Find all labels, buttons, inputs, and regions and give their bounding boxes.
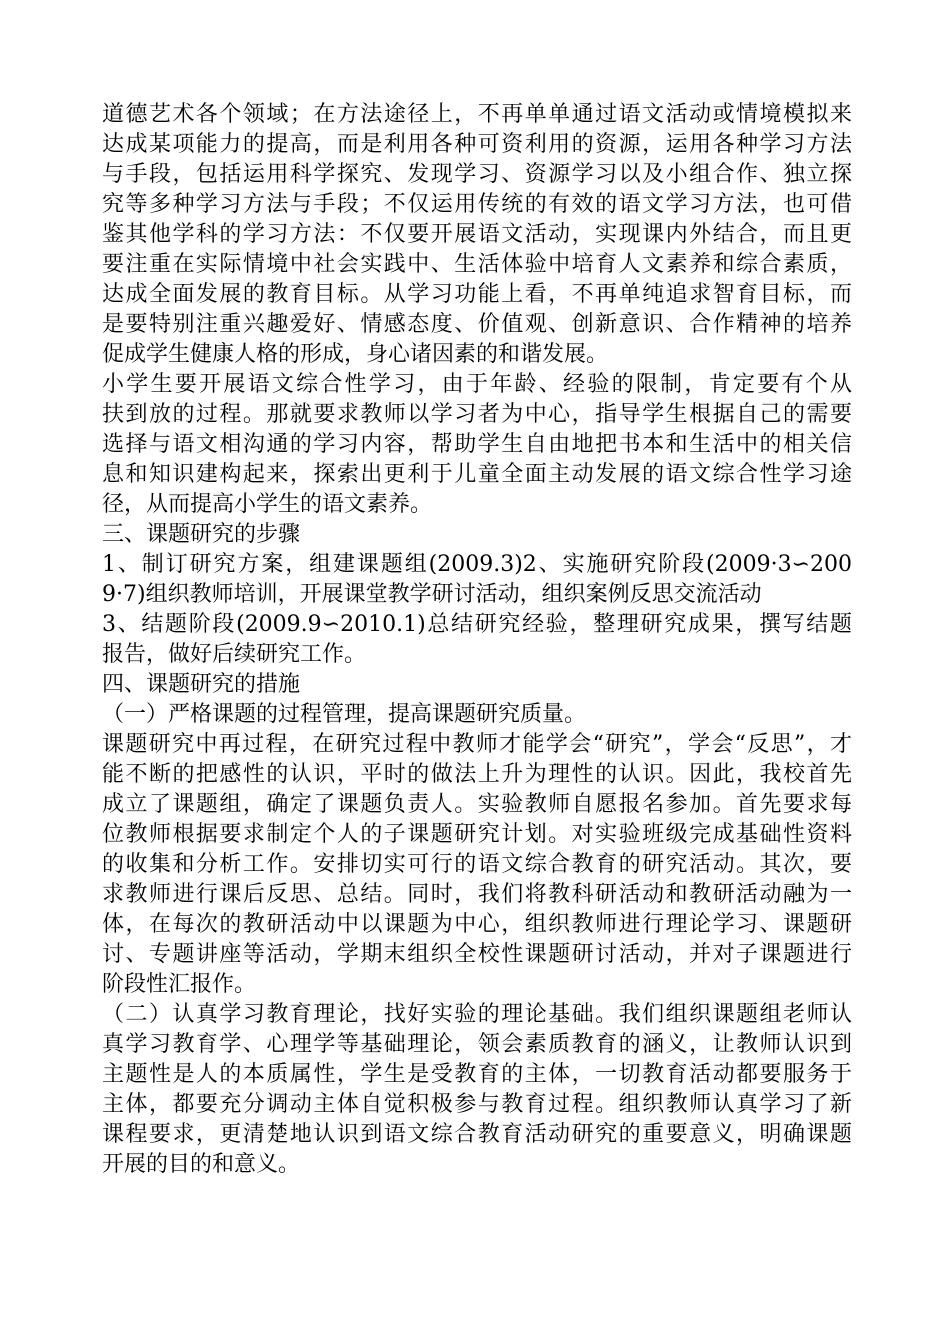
text-line: 报告，做好后续研究工作。 [102, 642, 367, 667]
text-line: 真学习教育学、心理学等基础理论，领会素质教育的涵义，让教师认识到 [102, 1032, 852, 1057]
text-line: 要注重在实际情境中社会实践中、生活体验中培育人文素养和综合素质， [102, 252, 852, 277]
text-line: 小学生要开展语文综合性学习，由于年龄、经验的限制，肯定要有个从 [102, 372, 852, 397]
text-line: 求教师进行课后反思、总结。同时，我们将教科研活动和教研活动融为一 [102, 882, 852, 907]
text-line: 阶段性汇报作。 [102, 972, 257, 997]
text-line: 三、课题研究的步骤 [102, 522, 301, 547]
text-line: 鉴其他学科的学习方法：不仅要开展语文活动，实现课内外结合，而且更 [102, 222, 852, 247]
text-line: 能不断的把感性的认识，平时的做法上升为理性的认识。因此，我校首先 [102, 762, 852, 787]
text-line: 开展的目的和意义。 [102, 1152, 301, 1177]
text-line: 位教师根据要求制定个人的子课题研究计划。对实验班级完成基础性资料 [102, 822, 852, 847]
text-line: 四、课题研究的措施 [102, 672, 301, 697]
text-line: 课题研究中再过程，在研究过程中教师才能学会“研究”，学会“反思”，才 [102, 732, 852, 757]
text-line: 是要特别注重兴趣爱好、情感态度、价值观、创新意识、合作精神的培养 [102, 312, 852, 337]
text-line: （二）认真学习教育理论，找好实验的理论基础。我们组织课题组老师认 [102, 1002, 852, 1027]
document-page [102, 100, 852, 1180]
text-line: 1、制订研究方案，组建课题组(2009.3)2、实施研究阶段(2009·3∽200 [102, 552, 852, 577]
text-line: 课程要求，更清楚地认识到语文综合教育活动研究的重要意义，明确课题 [102, 1122, 852, 1147]
text-line: 的收集和分析工作。安排切实可行的语文综合教育的研究活动。其次，要 [102, 852, 852, 877]
text-line: 3、结题阶段(2009.9∽2010.1)总结研究经验，整理研究成果，撰写结题 [102, 612, 852, 637]
text-line: 体，在每次的教研活动中以课题为中心，组织教师进行理论学习、课题研 [102, 912, 852, 937]
text-line: 达成某项能力的提高，而是利用各种可资利用的资源，运用各种学习方法 [102, 132, 852, 157]
text-line: 讨、专题讲座等活动，学期末组织全校性课题研讨活动，并对子课题进行 [102, 942, 852, 967]
text-line: 径，从而提高小学生的语文素养。 [102, 492, 433, 517]
text-line: 促成学生健康人格的形成，身心诸因素的和谐发展。 [102, 342, 609, 367]
text-line: 道德艺术各个领域；在方法途径上，不再单单通过语文活动或情境模拟来 [102, 102, 852, 127]
text-line: （一）严格课题的过程管理，提高课题研究质量。 [102, 702, 587, 727]
text-line: 扶到放的过程。那就要求教师以学习者为中心，指导学生根据自己的需要 [102, 402, 852, 427]
text-line: 究等多种学习方法与手段；不仅运用传统的有效的语文学习方法，也可借 [102, 192, 852, 217]
text-line: 主体，都要充分调动主体自觉积极参与教育过程。组织教师认真学习了新 [102, 1092, 852, 1117]
text-line: 选择与语文相沟通的学习内容，帮助学生自由地把书本和生活中的相关信 [102, 432, 852, 457]
text-line: 9·7)组织教师培训，开展课堂教学研讨活动，组织案例反思交流活动 [102, 582, 762, 607]
text-line: 成立了课题组，确定了课题负责人。实验教师自愿报名参加。首先要求每 [102, 792, 852, 817]
text-line: 主题性是人的本质属性，学生是受教育的主体，一切教育活动都要服务于 [102, 1062, 852, 1087]
text-line: 达成全面发展的教育目标。从学习功能上看，不再单纯追求智育目标，而 [102, 282, 852, 307]
text-line: 与手段，包括运用科学探究、发现学习、资源学习以及小组合作、独立探 [102, 162, 852, 187]
text-line: 息和知识建构起来，探索出更利于儿童全面主动发展的语文综合性学习途 [102, 462, 852, 487]
